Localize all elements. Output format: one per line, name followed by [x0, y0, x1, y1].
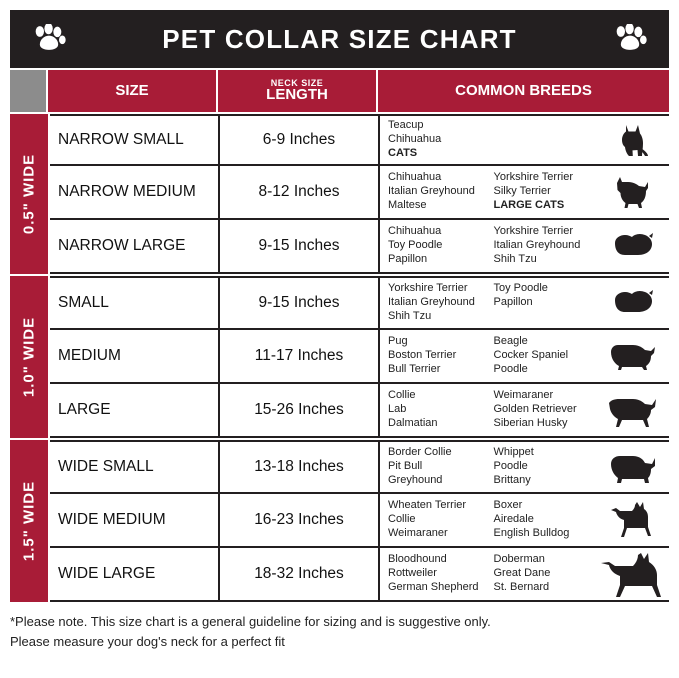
breed-item: St. Bernard [493, 580, 550, 593]
beagle-icon [599, 340, 665, 372]
breed-column-left [388, 335, 494, 376]
cell-breeds [380, 220, 669, 272]
cell-size: WIDE SMALL [50, 442, 220, 492]
cell-breeds [380, 494, 669, 546]
group-label-text: 1.5" WIDE [20, 480, 38, 562]
breed-item: Pit Bull [388, 460, 423, 473]
breed-item: German Shepherd [388, 580, 479, 593]
breed-column-right [494, 282, 600, 323]
breed-column-left [388, 389, 494, 430]
breed-item: Collie [388, 389, 416, 402]
cell-size: SMALL [50, 278, 220, 328]
group-rows [50, 114, 669, 274]
table-row [50, 494, 669, 548]
breed-column-right [494, 171, 600, 212]
breed-item: Boxer [493, 499, 523, 512]
breed-item: Greyhound [388, 473, 443, 486]
breed-item: Italian Greyhound [388, 296, 475, 309]
breed-column-left [388, 225, 494, 266]
breed-item: Rottweiler [388, 567, 437, 580]
cell-size: WIDE MEDIUM [50, 494, 220, 546]
cell-breeds [380, 384, 669, 436]
table-column-headers [10, 70, 669, 112]
breed-column-right [494, 499, 600, 540]
column-header-size: SIZE [48, 70, 218, 112]
breed-item: Poodle [493, 460, 528, 473]
breed-item: Yorkshire Terrier [388, 282, 468, 295]
table-row [50, 440, 669, 494]
breed-column-left [388, 282, 494, 323]
breed-column-left [388, 119, 494, 160]
cell-length: 6-9 Inches [220, 116, 380, 164]
cell-length: 11-17 Inches [220, 330, 380, 382]
cell-length: 8-12 Inches [220, 166, 380, 218]
breed-item: Chihuahua [388, 133, 442, 146]
cell-length: 9-15 Inches [220, 220, 380, 272]
breed-column-left [388, 171, 494, 212]
cell-breeds [380, 548, 669, 600]
cell-breeds [380, 330, 669, 382]
breed-item: Bull Terrier [388, 362, 441, 375]
breed-item: Wheaten Terrier [388, 499, 467, 512]
paw-print-icon [32, 24, 66, 54]
paw-print-icon [613, 24, 647, 54]
breed-item: Italian Greyhound [388, 185, 475, 198]
cell-size: MEDIUM [50, 330, 220, 382]
breed-item: Shih Tzu [388, 309, 432, 322]
breed-item: Pug [388, 335, 408, 348]
breed-item: Brittany [493, 473, 531, 486]
bulldog-icon [599, 450, 665, 484]
breed-item: Bloodhound [388, 553, 447, 566]
breed-item: Collie [388, 513, 416, 526]
breed-column-right [494, 335, 600, 376]
breed-column-left [388, 499, 494, 540]
table-row [50, 384, 669, 438]
breed-item: Great Dane [493, 567, 551, 580]
breed-item: Maltese [388, 198, 427, 211]
breed-column-right [494, 119, 600, 160]
group-label-text: 0.5" WIDE [20, 153, 38, 235]
breed-item: CATS [388, 146, 418, 159]
fluffy-dog-icon [599, 230, 665, 262]
breed-item: English Bulldog [493, 526, 570, 539]
standing-dog-icon [599, 500, 665, 540]
breed-item: Siberian Husky [493, 416, 568, 429]
breed-item: Yorkshire Terrier [493, 225, 573, 238]
column-header-neck-size: NECK SIZE [270, 78, 324, 89]
breed-item: Shih Tzu [493, 252, 537, 265]
table-row [50, 220, 669, 274]
width-group [10, 276, 669, 438]
group-label-text: 1.0" WIDE [20, 316, 38, 398]
group-label-width [10, 114, 48, 274]
table-row [50, 330, 669, 384]
width-group [10, 440, 669, 602]
breed-item: Chihuahua [388, 225, 442, 238]
doberman-icon [599, 551, 665, 597]
breed-item: Golden Retriever [493, 403, 577, 416]
breed-item: Airedale [493, 513, 534, 526]
breed-column-right [494, 553, 600, 594]
cell-length: 15-26 Inches [220, 384, 380, 436]
cell-length: 16-23 Inches [220, 494, 380, 546]
breed-item: Yorkshire Terrier [493, 171, 573, 184]
group-label-width [10, 276, 48, 438]
page-title: PET COLLAR SIZE CHART [162, 23, 517, 54]
breed-column-right [494, 225, 600, 266]
breed-item: Poodle [493, 362, 528, 375]
table-row [50, 276, 669, 330]
cell-length: 18-32 Inches [220, 548, 380, 600]
cell-breeds [380, 278, 669, 328]
breed-item: Papillon [493, 296, 533, 309]
breed-item: Boston Terrier [388, 349, 457, 362]
breed-item: Whippet [493, 446, 534, 459]
cell-size: NARROW SMALL [50, 116, 220, 164]
column-header-width [10, 70, 48, 112]
breed-item: Italian Greyhound [493, 239, 581, 252]
breed-item: Weimaraner [388, 526, 448, 539]
disclaimer-note [10, 612, 669, 651]
breed-item: Toy Poodle [388, 239, 443, 252]
cell-size: NARROW MEDIUM [50, 166, 220, 218]
table-row [50, 166, 669, 220]
breed-item: Dalmatian [388, 416, 438, 429]
breed-item: Papillon [388, 252, 428, 265]
group-rows [50, 276, 669, 438]
breed-item: Silky Terrier [493, 185, 551, 198]
group-label-width [10, 440, 48, 602]
note-line-2: Please measure your dog's neck for a perfect fit [10, 633, 285, 649]
cell-length: 13-18 Inches [220, 442, 380, 492]
breed-item: Doberman [493, 553, 545, 566]
width-group [10, 114, 669, 274]
cell-size: NARROW LARGE [50, 220, 220, 272]
breed-column-right [494, 389, 600, 430]
group-rows [50, 440, 669, 602]
breed-item: Toy Poodle [493, 282, 548, 295]
fluffy-dog-icon [599, 287, 665, 319]
breed-item: Chihuahua [388, 171, 442, 184]
cell-breeds [380, 166, 669, 218]
breed-item: Weimaraner [493, 389, 554, 402]
breed-item: Cocker Spaniel [493, 349, 569, 362]
cell-size: LARGE [50, 384, 220, 436]
table-row [50, 548, 669, 602]
breed-item: Teacup [388, 119, 424, 132]
cell-size: WIDE LARGE [50, 548, 220, 600]
note-line-1: *Please note. This size chart is a general guideline for sizing and is suggestive only. [10, 614, 491, 629]
column-header-breeds: COMMON BREEDS [378, 70, 669, 112]
column-header-length [218, 70, 378, 112]
cell-breeds [380, 442, 669, 492]
breed-column-left [388, 446, 494, 487]
breed-column-right [494, 446, 600, 487]
small-dog-icon [599, 174, 665, 210]
breed-item: Lab [388, 403, 407, 416]
breed-item: Border Collie [388, 446, 452, 459]
breed-item: LARGE CATS [493, 198, 565, 211]
large-dog-icon [599, 393, 665, 427]
cell-breeds [380, 116, 669, 164]
table-row [50, 114, 669, 166]
column-header-length-label: LENGTH [266, 85, 328, 103]
cell-length: 9-15 Inches [220, 278, 380, 328]
breed-item: Beagle [493, 335, 528, 348]
breed-column-left [388, 553, 494, 594]
cat-sitting-icon [599, 119, 665, 161]
chart-header [10, 10, 669, 68]
